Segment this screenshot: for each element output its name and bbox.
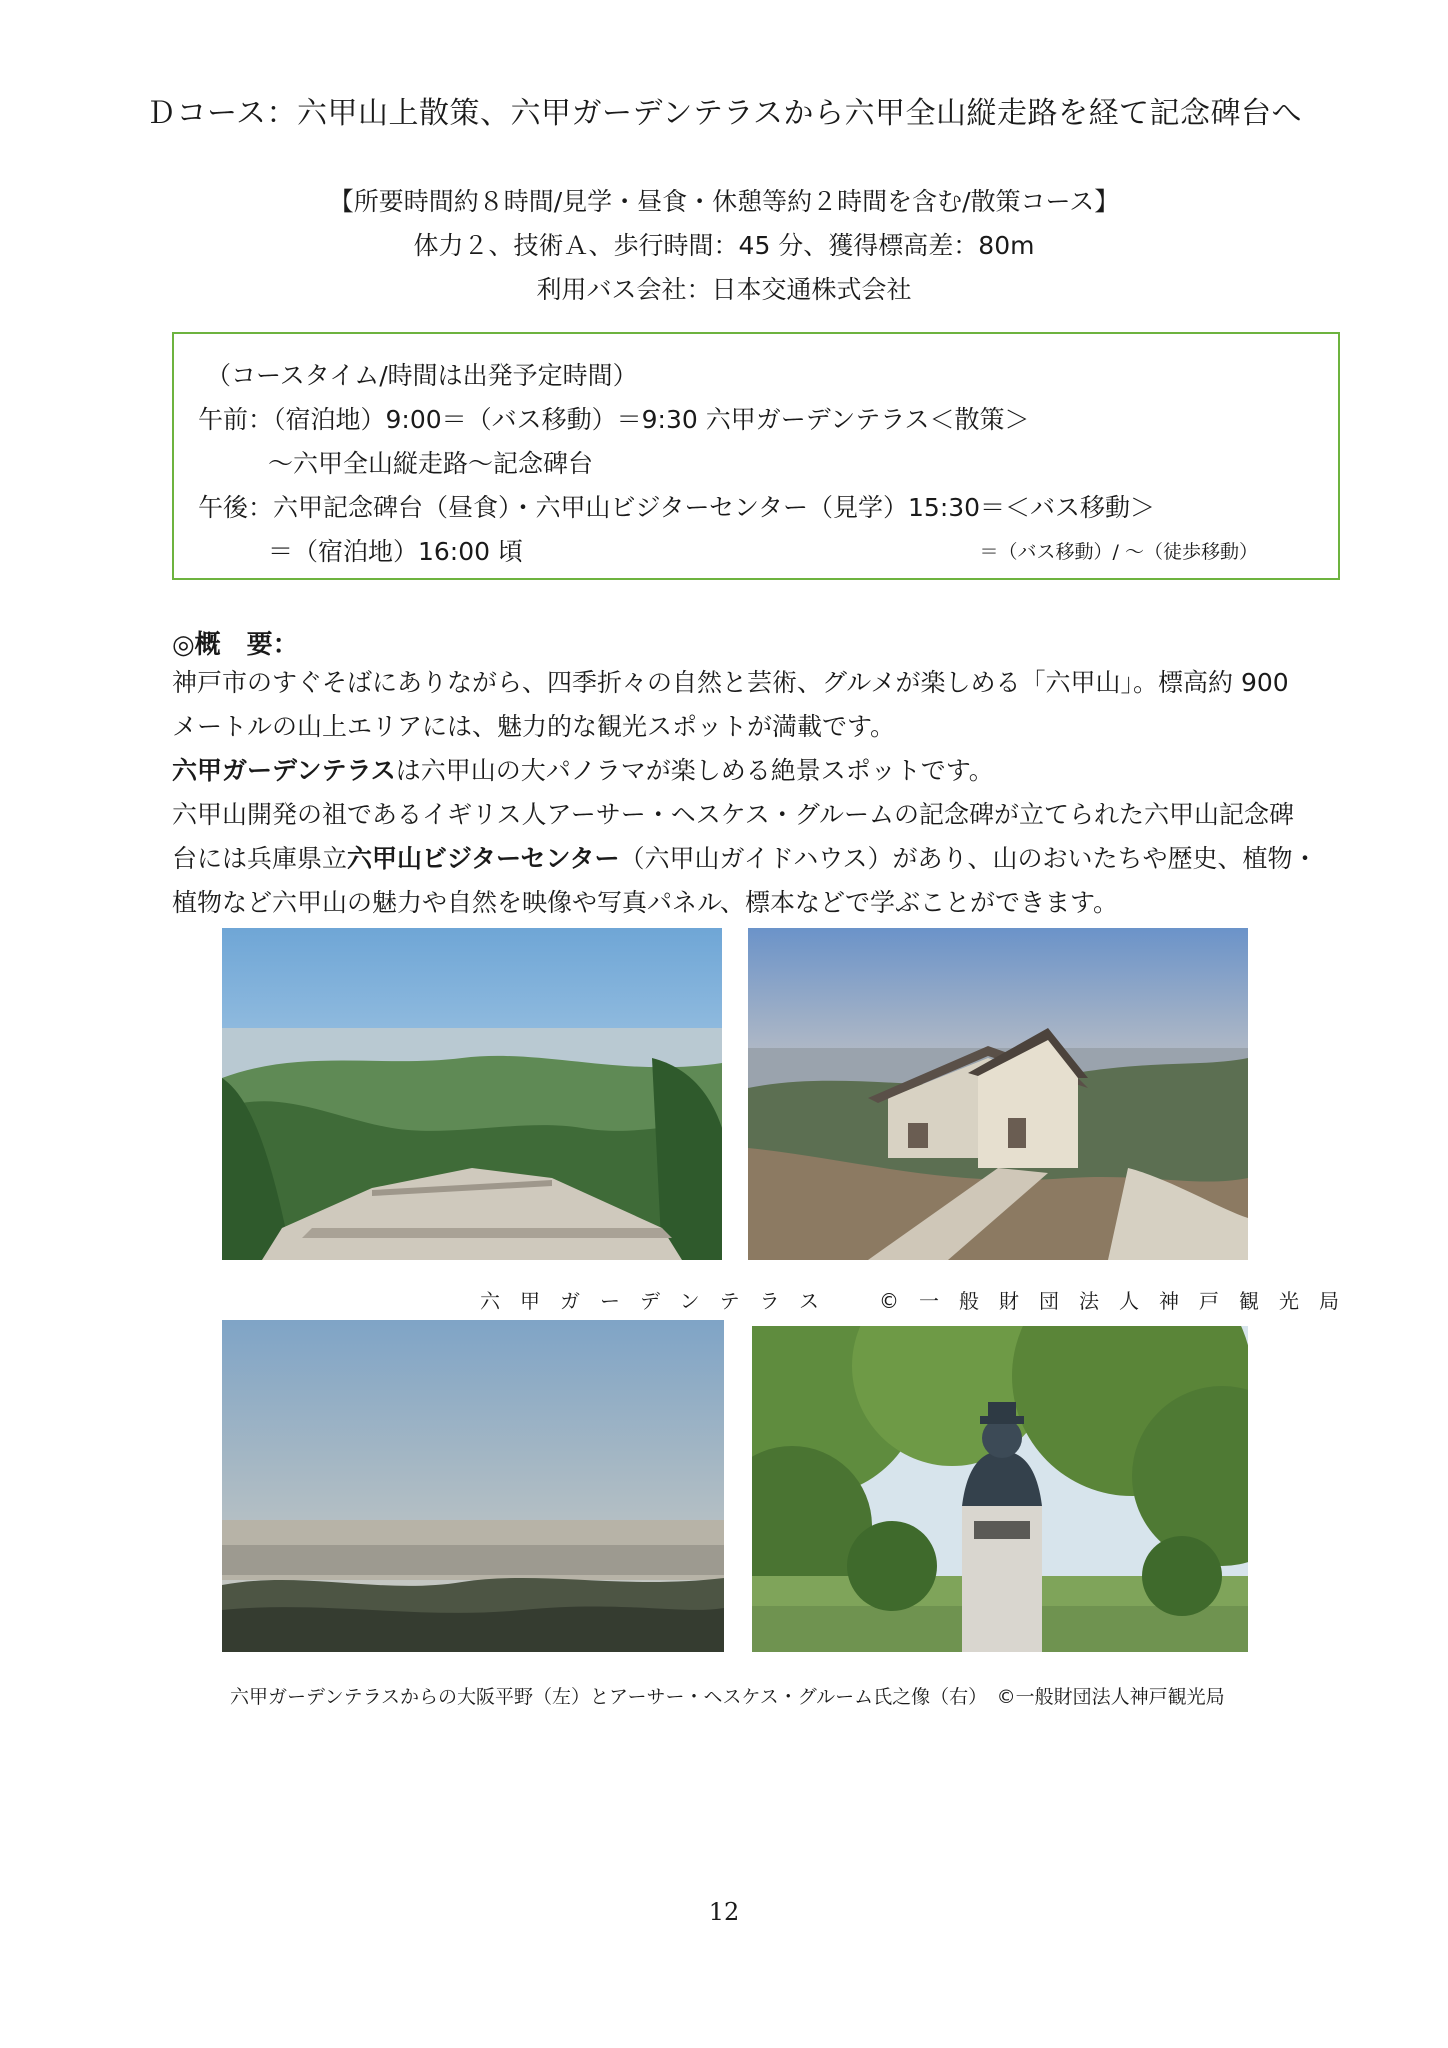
overview-p3-line2-b: （六甲山ガイドハウス）があり、山のおいたちや歴史、植物・ — [619, 844, 1318, 873]
page-title: Ｄコース：六甲山上散策、六甲ガーデンテラスから六甲全山縦走路を経て記念碑台へ — [146, 96, 1302, 131]
photo-garden-terrace-building — [748, 928, 1248, 1260]
overview-p2 — [172, 756, 994, 786]
course-summary-bus: 利用バス会社：日本交通株式会社 — [536, 275, 912, 304]
overview-p3-line2 — [172, 844, 1318, 874]
schedule-pm-line1: 午後：六甲記念碑台（昼食）・六甲山ビジターセンター（見学）15:30＝＜バス移動＞ — [198, 493, 1156, 522]
schedule-pm-line2: ＝（宿泊地）16:00 頃 — [268, 537, 523, 566]
overview-p1-line1: 神戸市のすぐそばにありながら、四季折々の自然と芸術、グルメが楽しめる「六甲山」。標高約 900 — [172, 668, 1289, 697]
course-summary-level: 体力２、技術Ａ、歩行時間：45 分、獲得標高差：80m — [413, 231, 1035, 260]
schedule-am-line2: ～六甲全山縦走路～記念碑台 — [268, 449, 594, 478]
schedule-am-line1: 午前：（宿泊地）9:00＝（バス移動）＝9:30 六甲ガーデンテラス＜散策＞ — [198, 405, 1030, 434]
overview-heading: ◎概 要： — [172, 630, 299, 660]
photo-groom-statue — [752, 1326, 1248, 1652]
overview-p1-line2: メートルの山上エリアには、魅力的な観光スポットが満載です。 — [172, 712, 896, 741]
schedule-box — [172, 332, 1340, 580]
overview-p3-line3: 植物など六甲山の魅力や自然を映像や写真パネル、標本などで学ぶことができます。 — [172, 888, 1119, 917]
photo-garden-terrace-view — [222, 928, 722, 1260]
overview-p3-line2-a: 台には兵庫県立 — [172, 844, 348, 873]
overview-p3-line1: 六甲山開発の祖であるイギリス人アーサー・ヘスケス・グルームの記念碑が立てられた六甲山記念碑 — [172, 800, 1295, 829]
page-number: 12 — [708, 1898, 740, 1926]
schedule-legend: ＝（バス移動）/ ～（徒歩移動） — [979, 541, 1258, 563]
caption-bottom: 六甲ガーデンテラスからの大阪平野（左）とアーサー・ヘスケス・グルーム氏之像（右） ©一般財団法人神戸観光局 — [230, 1686, 1225, 1708]
photo-osaka-plain — [222, 1320, 724, 1652]
caption-top: 六甲ガーデンテラス ©一般財団法人神戸観光局 — [480, 1289, 1359, 1313]
course-summary-time: 【所要時間約８時間/見学・昼食・休憩等約２時間を含む/散策コース】 — [328, 187, 1120, 216]
schedule-header: （コースタイム/時間は出発予定時間） — [206, 361, 638, 390]
overview-p2-rest: は六甲山の大パノラマが楽しめる絶景スポットです。 — [395, 756, 994, 785]
garden-terrace-bold: 六甲ガーデンテラス — [172, 756, 396, 785]
visitor-center-bold: 六甲山ビジターセンター — [347, 844, 620, 873]
